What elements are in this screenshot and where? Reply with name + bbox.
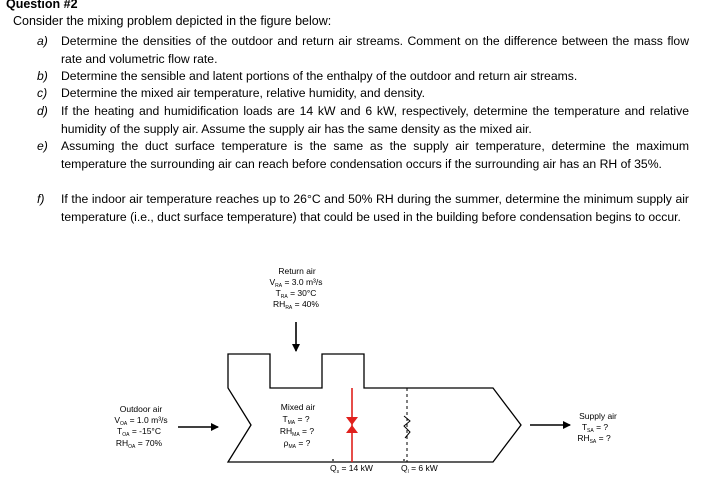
heating-coil-icon [346, 417, 358, 433]
sub-question-label: c) [37, 86, 48, 100]
return-air-title: Return air [278, 266, 316, 276]
sub-question-label: d) [37, 104, 48, 118]
outdoor-air-label [114, 404, 167, 450]
heating-load-text: $Q_s = 14$ kW [330, 463, 373, 475]
sub-question-label: b) [37, 69, 48, 83]
return-air-rh: $RH_{RA} = 40\%$ [273, 299, 319, 311]
question-title: Question #2 [6, 0, 78, 11]
sub-question-text: Determine the sensible and latent portions of the enthalpy of the outdoor and return air streams. [61, 69, 578, 83]
outdoor-air-temp: $T_{OA} = -15^\circ C$ [117, 426, 161, 438]
sub-question-text: Determine the densities of the outdoor and return air streams. Comment on the difference between the mass flow rate and volumetric flow rate. [61, 34, 689, 66]
sub-question-text: Determine the mixed air temperature, relative humidity, and density. [61, 86, 425, 100]
sub-question-label: a) [37, 34, 48, 48]
return-air-label [269, 266, 322, 311]
supply-air-label [577, 411, 617, 445]
outdoor-air-flow: $V_{OA} = 1.0$ m³/s [114, 415, 168, 427]
mixed-air-label [280, 402, 316, 450]
outdoor-air-title: Outdoor air [119, 404, 163, 414]
return-air-flow: $V_{RA} = 3.0$ m³/s [269, 277, 323, 289]
question-intro: Consider the mixing problem depicted in the figure below: [13, 14, 332, 28]
outdoor-air-rh: $RH_{OA} = 70\%$ [115, 438, 163, 450]
return-air-temp: $T_{RA} = 30^\circ C$ [275, 288, 317, 300]
sub-question-text: If the indoor air temperature reaches up to 26°C and 50% RH during the summer, determine the minimum supply air temperature (i.e., duct surface temperature) that could be used in the building before condensation begins to occur. [61, 192, 689, 224]
mixed-air-rh: $RH_{MA}$ = ? [279, 426, 315, 438]
sub-question-text: Assuming the duct surface temperature is the same as the supply air temperature, determine the maximum temperature the surrounding air can reach before condensation occurs if the surrounding air has an RH of 35%. [61, 139, 689, 171]
supply-air-title: Supply air [579, 411, 617, 421]
duct-outline [228, 354, 521, 462]
supply-air-rh: $RH_{SA}$ = ? [577, 433, 611, 445]
mixed-air-temp: $T_{MA}$ = ? [282, 414, 310, 426]
mixed-air-density: $\rho_{MA}$ = ? [283, 438, 311, 450]
sub-question-label: e) [37, 139, 48, 153]
sub-question-label: f) [37, 192, 45, 206]
sub-question-text: If the heating and humidification loads are 14 kW and 6 kW, respectively, determine the temperature and relative humidity of the supply air. Assume the supply air has the same density as the mixed air. [61, 104, 689, 136]
supply-air-temp: $T_{SA}$ = ? [581, 422, 609, 434]
mixed-air-title: Mixed air [280, 402, 316, 412]
humidification-load-text: $Q_l = 6$ kW [401, 463, 438, 475]
